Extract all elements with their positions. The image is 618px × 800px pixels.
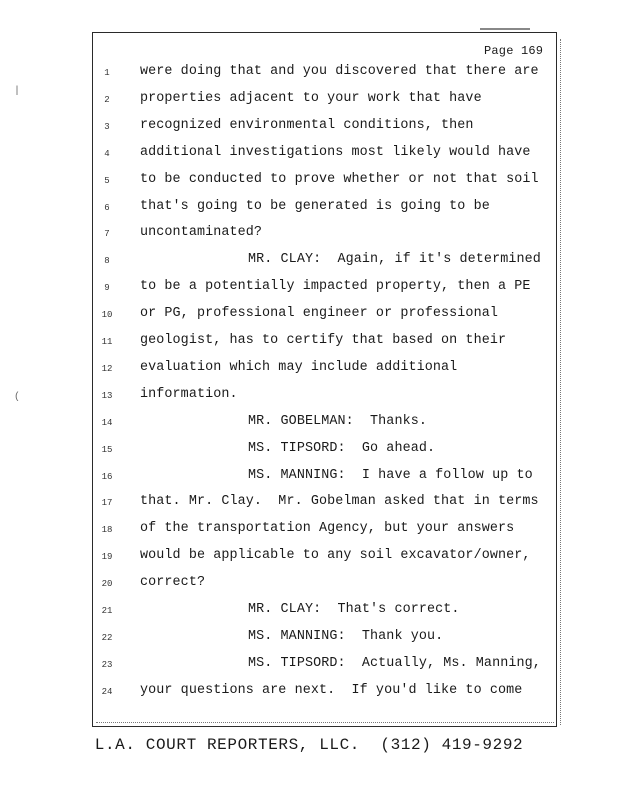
transcript-line bbox=[0, 681, 618, 708]
transcript-line bbox=[0, 654, 618, 681]
line-number: 7 bbox=[104, 229, 110, 240]
line-text: MS. TIPSORD: Go ahead. bbox=[248, 440, 436, 456]
line-text: to be a potentially impacted property, then a PE bbox=[140, 279, 531, 295]
line-number: 13 bbox=[101, 390, 113, 401]
transcript-line bbox=[0, 466, 618, 493]
transcript-line bbox=[0, 116, 618, 143]
page-number: Page 169 bbox=[484, 44, 544, 58]
line-text: or PG, professional engineer or professional bbox=[140, 306, 498, 322]
line-text: uncontaminated? bbox=[140, 225, 263, 241]
line-number: 16 bbox=[101, 471, 113, 482]
transcript-line bbox=[0, 519, 618, 546]
transcript-line bbox=[0, 89, 618, 116]
line-text: that. Mr. Clay. Mr. Gobelman asked that in terms bbox=[140, 494, 539, 510]
transcript-line bbox=[0, 546, 618, 573]
line-text: MS. MANNING: I have a follow up to bbox=[248, 467, 533, 483]
line-text: recognized environmental conditions, then bbox=[140, 117, 474, 133]
transcript-line bbox=[0, 304, 618, 331]
line-number: 12 bbox=[101, 363, 113, 374]
line-number: 23 bbox=[101, 659, 113, 670]
line-text: to be conducted to prove whether or not that soil bbox=[140, 171, 539, 187]
transcript-line bbox=[0, 331, 618, 358]
transcript-line bbox=[0, 197, 618, 224]
line-number: 14 bbox=[101, 417, 113, 428]
line-number: 8 bbox=[104, 256, 110, 267]
line-text: were doing that and you discovered that there are bbox=[140, 64, 539, 79]
footer-court-reporters: L.A. COURT REPORTERS, LLC. (312) 419-9292 bbox=[94, 736, 524, 754]
line-text: MR. CLAY: Again, if it's determined bbox=[248, 252, 541, 268]
line-text: correct? bbox=[140, 575, 206, 591]
line-text: would be applicable to any soil excavator/owner, bbox=[140, 548, 531, 564]
line-number: 20 bbox=[101, 579, 113, 590]
line-number: 5 bbox=[104, 175, 110, 186]
transcript-line bbox=[0, 250, 618, 277]
scan-smudge bbox=[480, 28, 530, 30]
transcript-line bbox=[0, 439, 618, 466]
transcript-line bbox=[0, 223, 618, 250]
line-text: MS. MANNING: Thank you. bbox=[248, 628, 444, 644]
line-number: 15 bbox=[101, 444, 113, 455]
line-text: additional investigations most likely would have bbox=[140, 144, 531, 160]
scan-margin-mark: ( bbox=[14, 392, 21, 403]
line-text: geologist, has to certify that based on their bbox=[140, 333, 507, 348]
line-number: 10 bbox=[101, 310, 113, 321]
transcript-line bbox=[0, 385, 618, 412]
line-text: of the transportation Agency, but your answers bbox=[140, 521, 515, 537]
transcript-line bbox=[0, 143, 618, 170]
line-number: 6 bbox=[104, 202, 110, 213]
line-text: MR. CLAY: That's correct. bbox=[248, 602, 460, 617]
line-text: that's going to be generated is going to be bbox=[140, 198, 490, 214]
transcript-line bbox=[0, 492, 618, 519]
line-number: 19 bbox=[101, 552, 113, 563]
line-number: 2 bbox=[104, 94, 110, 105]
line-number: 11 bbox=[101, 337, 113, 347]
line-number: 24 bbox=[101, 686, 113, 697]
transcript-line bbox=[0, 573, 618, 600]
line-number: 22 bbox=[101, 632, 113, 643]
transcript-line bbox=[0, 277, 618, 304]
line-number: 18 bbox=[101, 525, 113, 536]
transcript-line bbox=[0, 627, 618, 654]
line-number: 21 bbox=[101, 606, 113, 616]
line-number: 9 bbox=[104, 283, 110, 294]
line-text: your questions are next. If you'd like to come bbox=[140, 682, 523, 698]
line-text: properties adjacent to your work that have bbox=[140, 90, 482, 106]
transcript-line bbox=[0, 170, 618, 197]
transcript-line bbox=[0, 62, 618, 89]
line-text: MR. GOBELMAN: Thanks. bbox=[248, 413, 427, 429]
scan-margin-mark: | bbox=[14, 86, 21, 97]
line-text: information. bbox=[140, 386, 238, 402]
transcript-line bbox=[0, 600, 618, 627]
line-text: evaluation which may include additional bbox=[140, 359, 458, 375]
bottom-dotted-rule bbox=[96, 722, 554, 723]
transcript-line bbox=[0, 358, 618, 385]
line-number: 3 bbox=[104, 121, 110, 132]
line-text: MS. TIPSORD: Actually, Ms. Manning, bbox=[248, 655, 541, 671]
line-number: 17 bbox=[101, 498, 113, 509]
line-number: 4 bbox=[104, 148, 110, 159]
line-number: 1 bbox=[104, 68, 110, 78]
transcript-line bbox=[0, 412, 618, 439]
